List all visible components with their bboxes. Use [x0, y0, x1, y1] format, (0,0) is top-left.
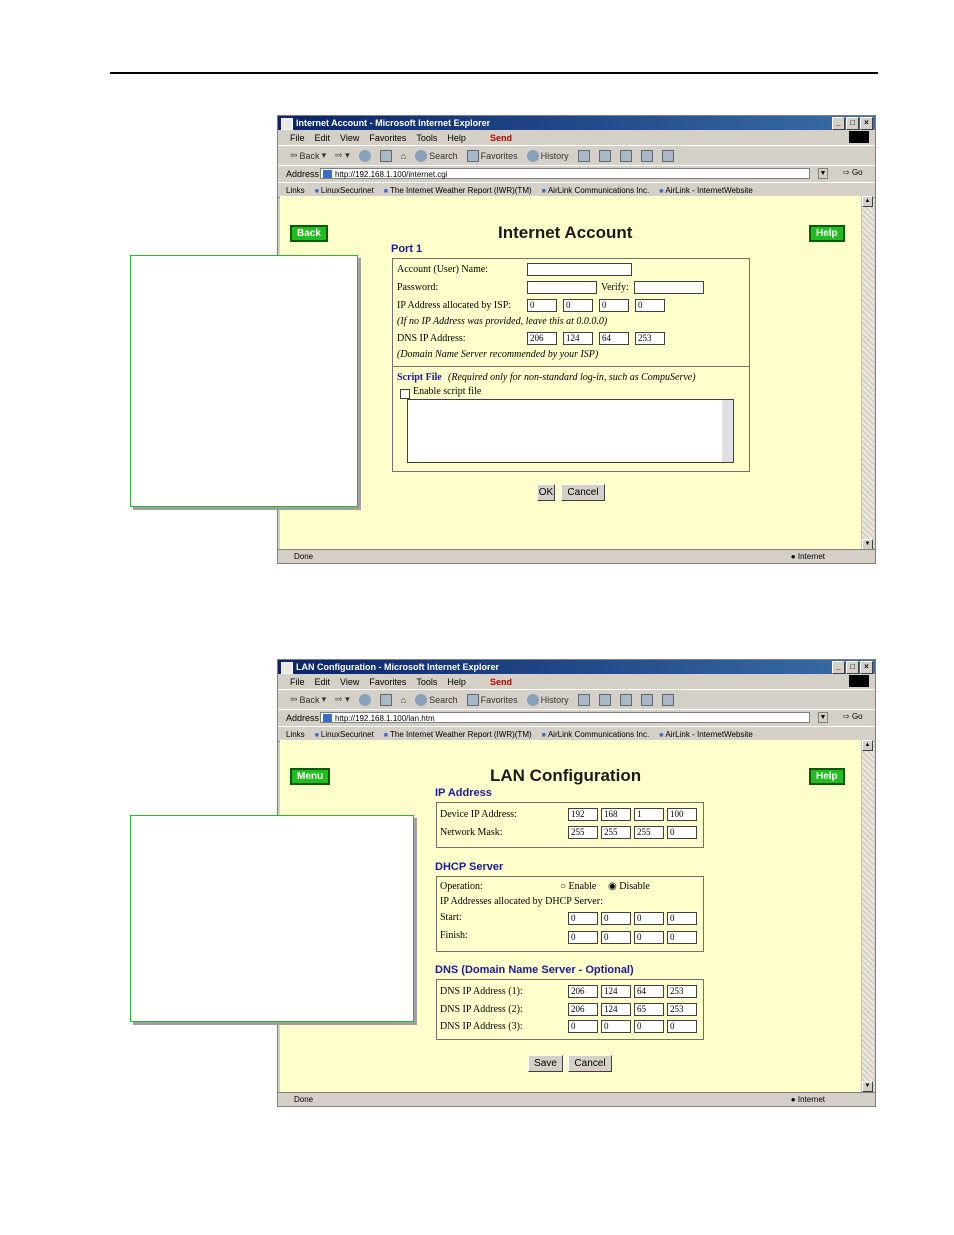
password-label: Password: [397, 282, 439, 293]
dns3-octet-2[interactable]: 0 [601, 1020, 631, 1033]
menu-view[interactable]: View [340, 132, 360, 143]
print-icon[interactable] [599, 694, 611, 706]
back-arrow-icon: ⇦ [290, 694, 298, 704]
device-ip-octet-2[interactable]: 168 [601, 808, 631, 821]
dns2-octet-3[interactable]: 65 [634, 1003, 664, 1016]
scroll-up-icon[interactable]: ▲ [862, 196, 873, 207]
script-hint: (Required only for non-standard log-in, such as CompuServe) [448, 372, 696, 383]
enable-script-checkbox[interactable] [400, 389, 410, 399]
history-button[interactable]: History [527, 150, 569, 162]
dns3-octet-1[interactable]: 0 [568, 1020, 598, 1033]
refresh-icon[interactable] [380, 150, 392, 162]
stop-icon[interactable] [359, 150, 371, 162]
ip-octet-3[interactable]: 0 [599, 299, 629, 312]
textarea-scrollbar[interactable] [722, 400, 733, 462]
mask-octet-1[interactable]: 255 [568, 826, 598, 839]
forward-arrow-icon[interactable]: ⇨ ▾ [335, 150, 350, 160]
account-label: Account (User) Name: [397, 264, 489, 275]
enable-radio[interactable]: ○ Enable [560, 881, 597, 892]
menu-button[interactable]: Menu [290, 768, 330, 785]
links-label: Links [286, 729, 305, 739]
link-item[interactable]: ■ The Internet Weather Report (IWR)(TM) [384, 730, 532, 739]
save-button[interactable]: Save [528, 1055, 563, 1072]
home-icon[interactable]: ⌂ [400, 150, 407, 161]
edit-icon[interactable] [620, 694, 632, 706]
link-item[interactable]: ■ AirLink Communications Inc. [542, 730, 650, 739]
link-item[interactable]: ■ AirLink - InternetWebsite [659, 730, 753, 739]
link-item[interactable]: ■ The Internet Weather Report (IWR)(TM) [384, 186, 532, 195]
window-title: Internet Account - Microsoft Internet Explorer [296, 118, 491, 128]
enable-script-label: Enable script file [413, 386, 482, 397]
mail-icon[interactable] [578, 150, 590, 162]
back-button[interactable]: ⇦ Back ▾ [290, 150, 327, 161]
address-label: Address [286, 713, 320, 723]
dns1-octet-4[interactable]: 253 [667, 985, 697, 998]
link-item[interactable]: ■ LinuxSecurinet [315, 730, 374, 739]
history-icon [527, 694, 539, 706]
search-icon [415, 694, 427, 706]
zone-indicator: ● Internet [790, 552, 825, 561]
forward-arrow-icon[interactable]: ⇨ ▾ [335, 694, 350, 704]
title-bar[interactable] [278, 660, 875, 674]
page-icon [323, 714, 332, 722]
address-bar [278, 710, 875, 727]
dns2-octet-2[interactable]: 124 [601, 1003, 631, 1016]
link-item[interactable]: ■ AirLink - InternetWebsite [659, 186, 753, 195]
password-input[interactable] [527, 281, 597, 294]
windows-logo-icon [849, 675, 869, 687]
dns2-octet-4[interactable]: 253 [667, 1003, 697, 1016]
dns-section-heading: DNS (Domain Name Server - Optional) [435, 964, 634, 976]
start-octet-2[interactable]: 0 [601, 912, 631, 925]
go-button[interactable]: ⇨ Go [843, 712, 863, 721]
menu-help[interactable]: Help [447, 676, 466, 687]
address-bar [278, 166, 875, 183]
windows-logo-icon [849, 131, 869, 143]
device-ip-octet-4[interactable]: 100 [667, 808, 697, 821]
finish-octet-3[interactable]: 0 [634, 931, 664, 944]
ip-section-heading: IP Address [435, 787, 492, 799]
finish-octet-2[interactable]: 0 [601, 931, 631, 944]
page-content [280, 196, 861, 550]
dns1-octet-2[interactable]: 124 [601, 985, 631, 998]
menu-tools[interactable]: Tools [416, 676, 438, 687]
callout-box [130, 815, 414, 1022]
internet-account-window [277, 115, 876, 564]
address-label: Address [286, 169, 320, 179]
refresh-icon[interactable] [380, 694, 392, 706]
menu-file[interactable]: File [290, 676, 305, 687]
network-mask-label: Network Mask: [440, 827, 503, 838]
dns-octet-3[interactable]: 64 [599, 332, 629, 345]
discuss-icon[interactable] [641, 694, 653, 706]
status-bar [278, 549, 875, 563]
start-label: Start: [440, 912, 462, 923]
address-dropdown-icon[interactable]: ▼ [819, 170, 827, 177]
menu-bar [278, 674, 875, 690]
link-item[interactable]: ■ LinuxSecurinet [315, 186, 374, 195]
scroll-up-icon[interactable]: ▲ [862, 740, 873, 751]
maximize-icon[interactable]: □ [846, 117, 859, 130]
ie-icon [281, 118, 293, 130]
cancel-button[interactable]: Cancel [568, 1055, 612, 1072]
disable-radio[interactable]: ◉ Disable [608, 881, 650, 892]
page-title: LAN Configuration [490, 766, 642, 785]
address-dropdown-icon[interactable]: ▼ [819, 714, 827, 721]
close-icon[interactable]: × [860, 117, 873, 130]
dns-octet-2[interactable]: 124 [563, 332, 593, 345]
window-title: LAN Configuration - Microsoft Internet Explorer [296, 662, 500, 672]
callout-box [130, 255, 358, 507]
cancel-button[interactable]: Cancel [561, 484, 605, 501]
dns-label: DNS IP Address: [397, 333, 466, 344]
ie-icon [281, 662, 293, 674]
back-button[interactable]: ⇦ Back ▾ [290, 694, 327, 705]
menu-edit[interactable]: Edit [314, 676, 331, 687]
search-button[interactable]: Search [415, 150, 458, 162]
edit-icon[interactable] [620, 150, 632, 162]
port-heading: Port 1 [391, 243, 423, 255]
messenger-icon[interactable] [662, 150, 674, 162]
menu-favorites[interactable]: Favorites [369, 132, 407, 143]
dns2-label: DNS IP Address (2): [440, 1004, 523, 1015]
minimize-icon[interactable]: _ [832, 661, 845, 674]
dns1-octet-1[interactable]: 206 [568, 985, 598, 998]
history-button[interactable]: History [527, 694, 569, 706]
start-octet-4[interactable]: 0 [667, 912, 697, 925]
script-file-label: Script File [397, 372, 442, 383]
menu-edit[interactable]: Edit [314, 132, 331, 143]
favorites-button[interactable]: Favorites [467, 150, 518, 162]
menu-favorites[interactable]: Favorites [369, 676, 407, 687]
favorites-button[interactable]: Favorites [467, 694, 518, 706]
dns-octet-4[interactable]: 253 [635, 332, 665, 345]
dns1-label: DNS IP Address (1): [440, 986, 523, 997]
messenger-icon[interactable] [662, 694, 674, 706]
device-ip-label: Device IP Address: [440, 809, 517, 820]
minimize-icon[interactable]: _ [832, 117, 845, 130]
device-ip-octet-1[interactable]: 192 [568, 808, 598, 821]
help-button[interactable]: Help [809, 768, 845, 785]
ip-hint: (If no IP Address was provided, leave this at 0.0.0.0) [397, 316, 608, 327]
status-bar [278, 1092, 875, 1106]
scroll-down-icon[interactable]: ▼ [862, 539, 873, 550]
dhcp-section-heading: DHCP Server [435, 861, 504, 873]
toolbar [278, 146, 875, 166]
status-text: Done [294, 552, 314, 561]
menu-tools[interactable]: Tools [416, 132, 438, 143]
send-button[interactable]: Send [489, 676, 512, 687]
page-rule [110, 72, 878, 74]
menu-bar [278, 130, 875, 146]
mask-octet-3[interactable]: 255 [634, 826, 664, 839]
history-icon [527, 150, 539, 162]
address-input[interactable]: http://192.168.1.100/lan.htm [320, 712, 810, 723]
menu-help[interactable]: Help [447, 132, 466, 143]
maximize-icon[interactable]: □ [846, 661, 859, 674]
stop-icon[interactable] [359, 694, 371, 706]
title-bar[interactable] [278, 116, 875, 130]
account-input[interactable] [527, 263, 632, 276]
dns-octet-1[interactable]: 206 [527, 332, 557, 345]
start-octet-3[interactable]: 0 [634, 912, 664, 925]
finish-octet-1[interactable]: 0 [568, 931, 598, 944]
favorites-icon [467, 694, 479, 706]
address-input[interactable]: http://192.168.1.100/internet.cgi [320, 168, 810, 179]
dns-hint: (Domain Name Server recommended by your ISP) [397, 349, 599, 360]
ip-octet-4[interactable]: 0 [635, 299, 665, 312]
home-icon[interactable]: ⌂ [400, 694, 407, 705]
link-item[interactable]: ■ AirLink Communications Inc. [542, 186, 650, 195]
finish-label: Finish: [440, 930, 468, 941]
zone-indicator: ● Internet [790, 1095, 825, 1104]
scroll-down-icon[interactable]: ▼ [862, 1081, 873, 1092]
back-arrow-icon: ⇦ [290, 150, 298, 160]
vertical-scrollbar[interactable] [861, 740, 874, 1092]
verify-input[interactable] [634, 281, 704, 294]
operation-label: Operation: [440, 881, 483, 892]
dns3-octet-4[interactable]: 0 [667, 1020, 697, 1033]
discuss-icon[interactable] [641, 150, 653, 162]
toolbar [278, 690, 875, 710]
menu-view[interactable]: View [340, 676, 360, 687]
search-button[interactable]: Search [415, 694, 458, 706]
dns3-octet-3[interactable]: 0 [634, 1020, 664, 1033]
ip-label: IP Address allocated by ISP: [397, 300, 512, 311]
menu-file[interactable]: File [290, 132, 305, 143]
vertical-scrollbar[interactable] [861, 196, 874, 550]
close-icon[interactable]: × [860, 661, 873, 674]
mask-octet-4[interactable]: 0 [667, 826, 697, 839]
dns2-octet-1[interactable]: 206 [568, 1003, 598, 1016]
verify-label: Verify: [601, 282, 629, 293]
ip-octet-2[interactable]: 0 [563, 299, 593, 312]
help-button[interactable]: Help [809, 225, 845, 242]
script-textarea[interactable] [407, 399, 734, 463]
status-text: Done [294, 1095, 314, 1104]
ip-octet-1[interactable]: 0 [527, 299, 557, 312]
dns1-octet-3[interactable]: 64 [634, 985, 664, 998]
go-button[interactable]: ⇨ Go [843, 168, 863, 177]
links-label: Links [286, 185, 305, 195]
ok-button[interactable]: OK [537, 484, 555, 501]
favorites-icon [467, 150, 479, 162]
page-icon [323, 170, 332, 178]
finish-octet-4[interactable]: 0 [667, 931, 697, 944]
mail-icon[interactable] [578, 694, 590, 706]
device-ip-octet-3[interactable]: 1 [634, 808, 664, 821]
send-button[interactable]: Send [489, 132, 512, 143]
back-page-button[interactable]: Back [290, 225, 328, 242]
mask-octet-2[interactable]: 255 [601, 826, 631, 839]
dns3-label: DNS IP Address (3): [440, 1021, 523, 1032]
search-icon [415, 150, 427, 162]
print-icon[interactable] [599, 150, 611, 162]
allocated-label: IP Addresses allocated by DHCP Server: [440, 896, 603, 907]
start-octet-1[interactable]: 0 [568, 912, 598, 925]
page-title: Internet Account [498, 223, 633, 242]
